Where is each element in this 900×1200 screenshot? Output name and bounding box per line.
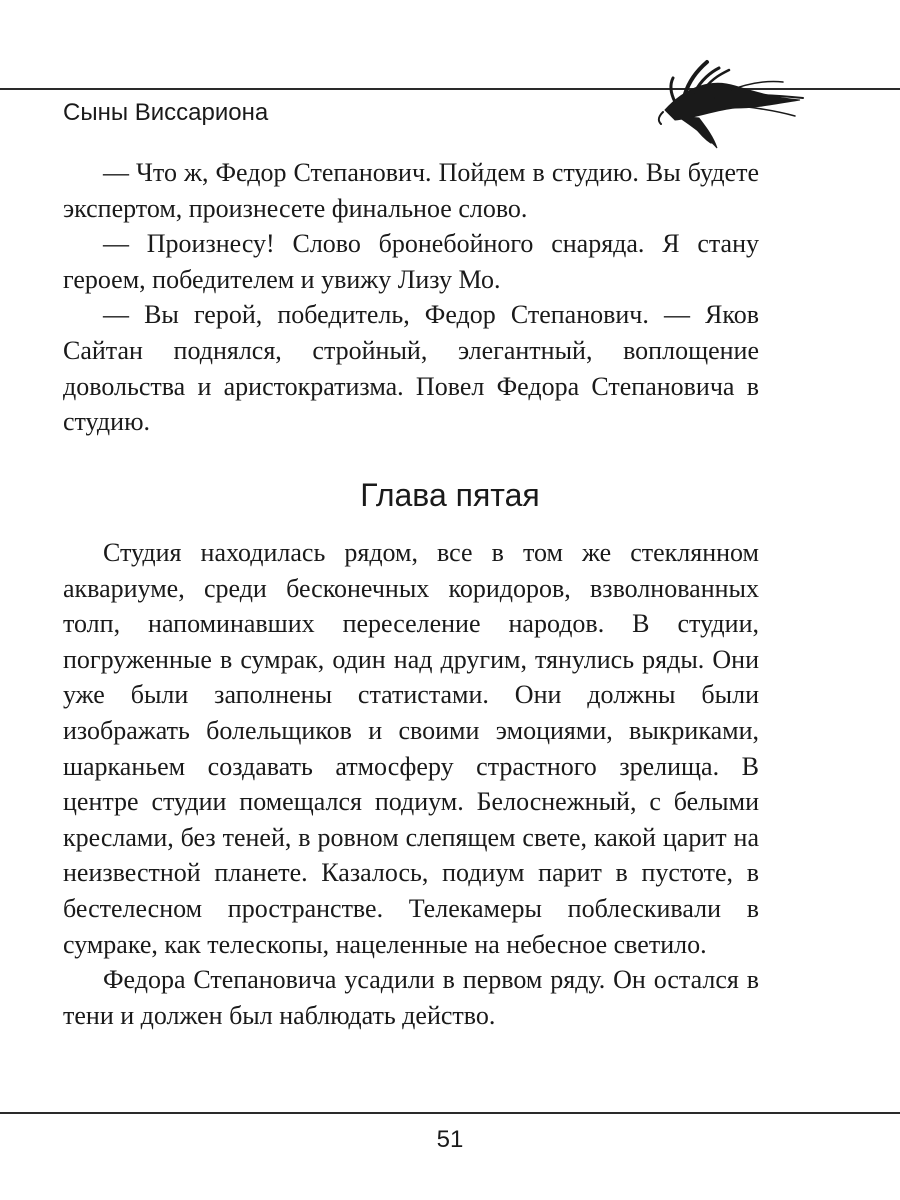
dialogue-paragraph: — Произнесу! Слово бронебойного снаряда. Я стану героем, победителем и увижу Лизу Мо.	[63, 229, 759, 294]
ink-brush-flourish-icon	[655, 58, 805, 150]
footer-rule	[0, 1112, 900, 1114]
chapter-title: Глава пятая	[360, 477, 540, 513]
body-paragraph: Студия находилась рядом, все в том же стеклянном аквариуме, среди бесконечных коридоров, взволнованных толп, напоминавших переселение народов. В студии, погруженные в сумрак, один над другим, тянулись ряды. Они уже были заполнены статистами. Они должны были изображать болельщиков и своими эмоциями, выкриками, шарканьем создавать атмосферу страстного зрелища. В центре студии помещался подиум. Белоснежный, с белыми креслами, без теней, в ровном слепящем свете, какой царит на неизвестной планете. Казалось, подиум парит в пустоте, в бестелесном пространстве. Телекамеры поблескивали в сумраке, как телескопы, нацеленные на небесное светило.	[63, 538, 759, 959]
page-number: 51	[436, 1126, 464, 1153]
dialogue-paragraph: — Вы герой, победитель, Федор Степанович. — Яков Сайтан поднялся, стройный, элегантный, воплощение довольства и аристократизма. Повел Федора Степановича в студию.	[63, 300, 759, 437]
section-before-text	[63, 155, 759, 440]
chapter-text	[63, 535, 759, 1033]
dialogue-paragraph: — Что ж, Федор Степанович. Пойдем в студию. Вы будете экспертом, произнесете финальное слово.	[63, 158, 759, 223]
running-head-title: Сыны Виссариона	[63, 99, 269, 126]
body-paragraph: Федора Степановича усадили в первом ряду. Он остался в тени и должен был наблюдать действо.	[63, 965, 759, 1030]
